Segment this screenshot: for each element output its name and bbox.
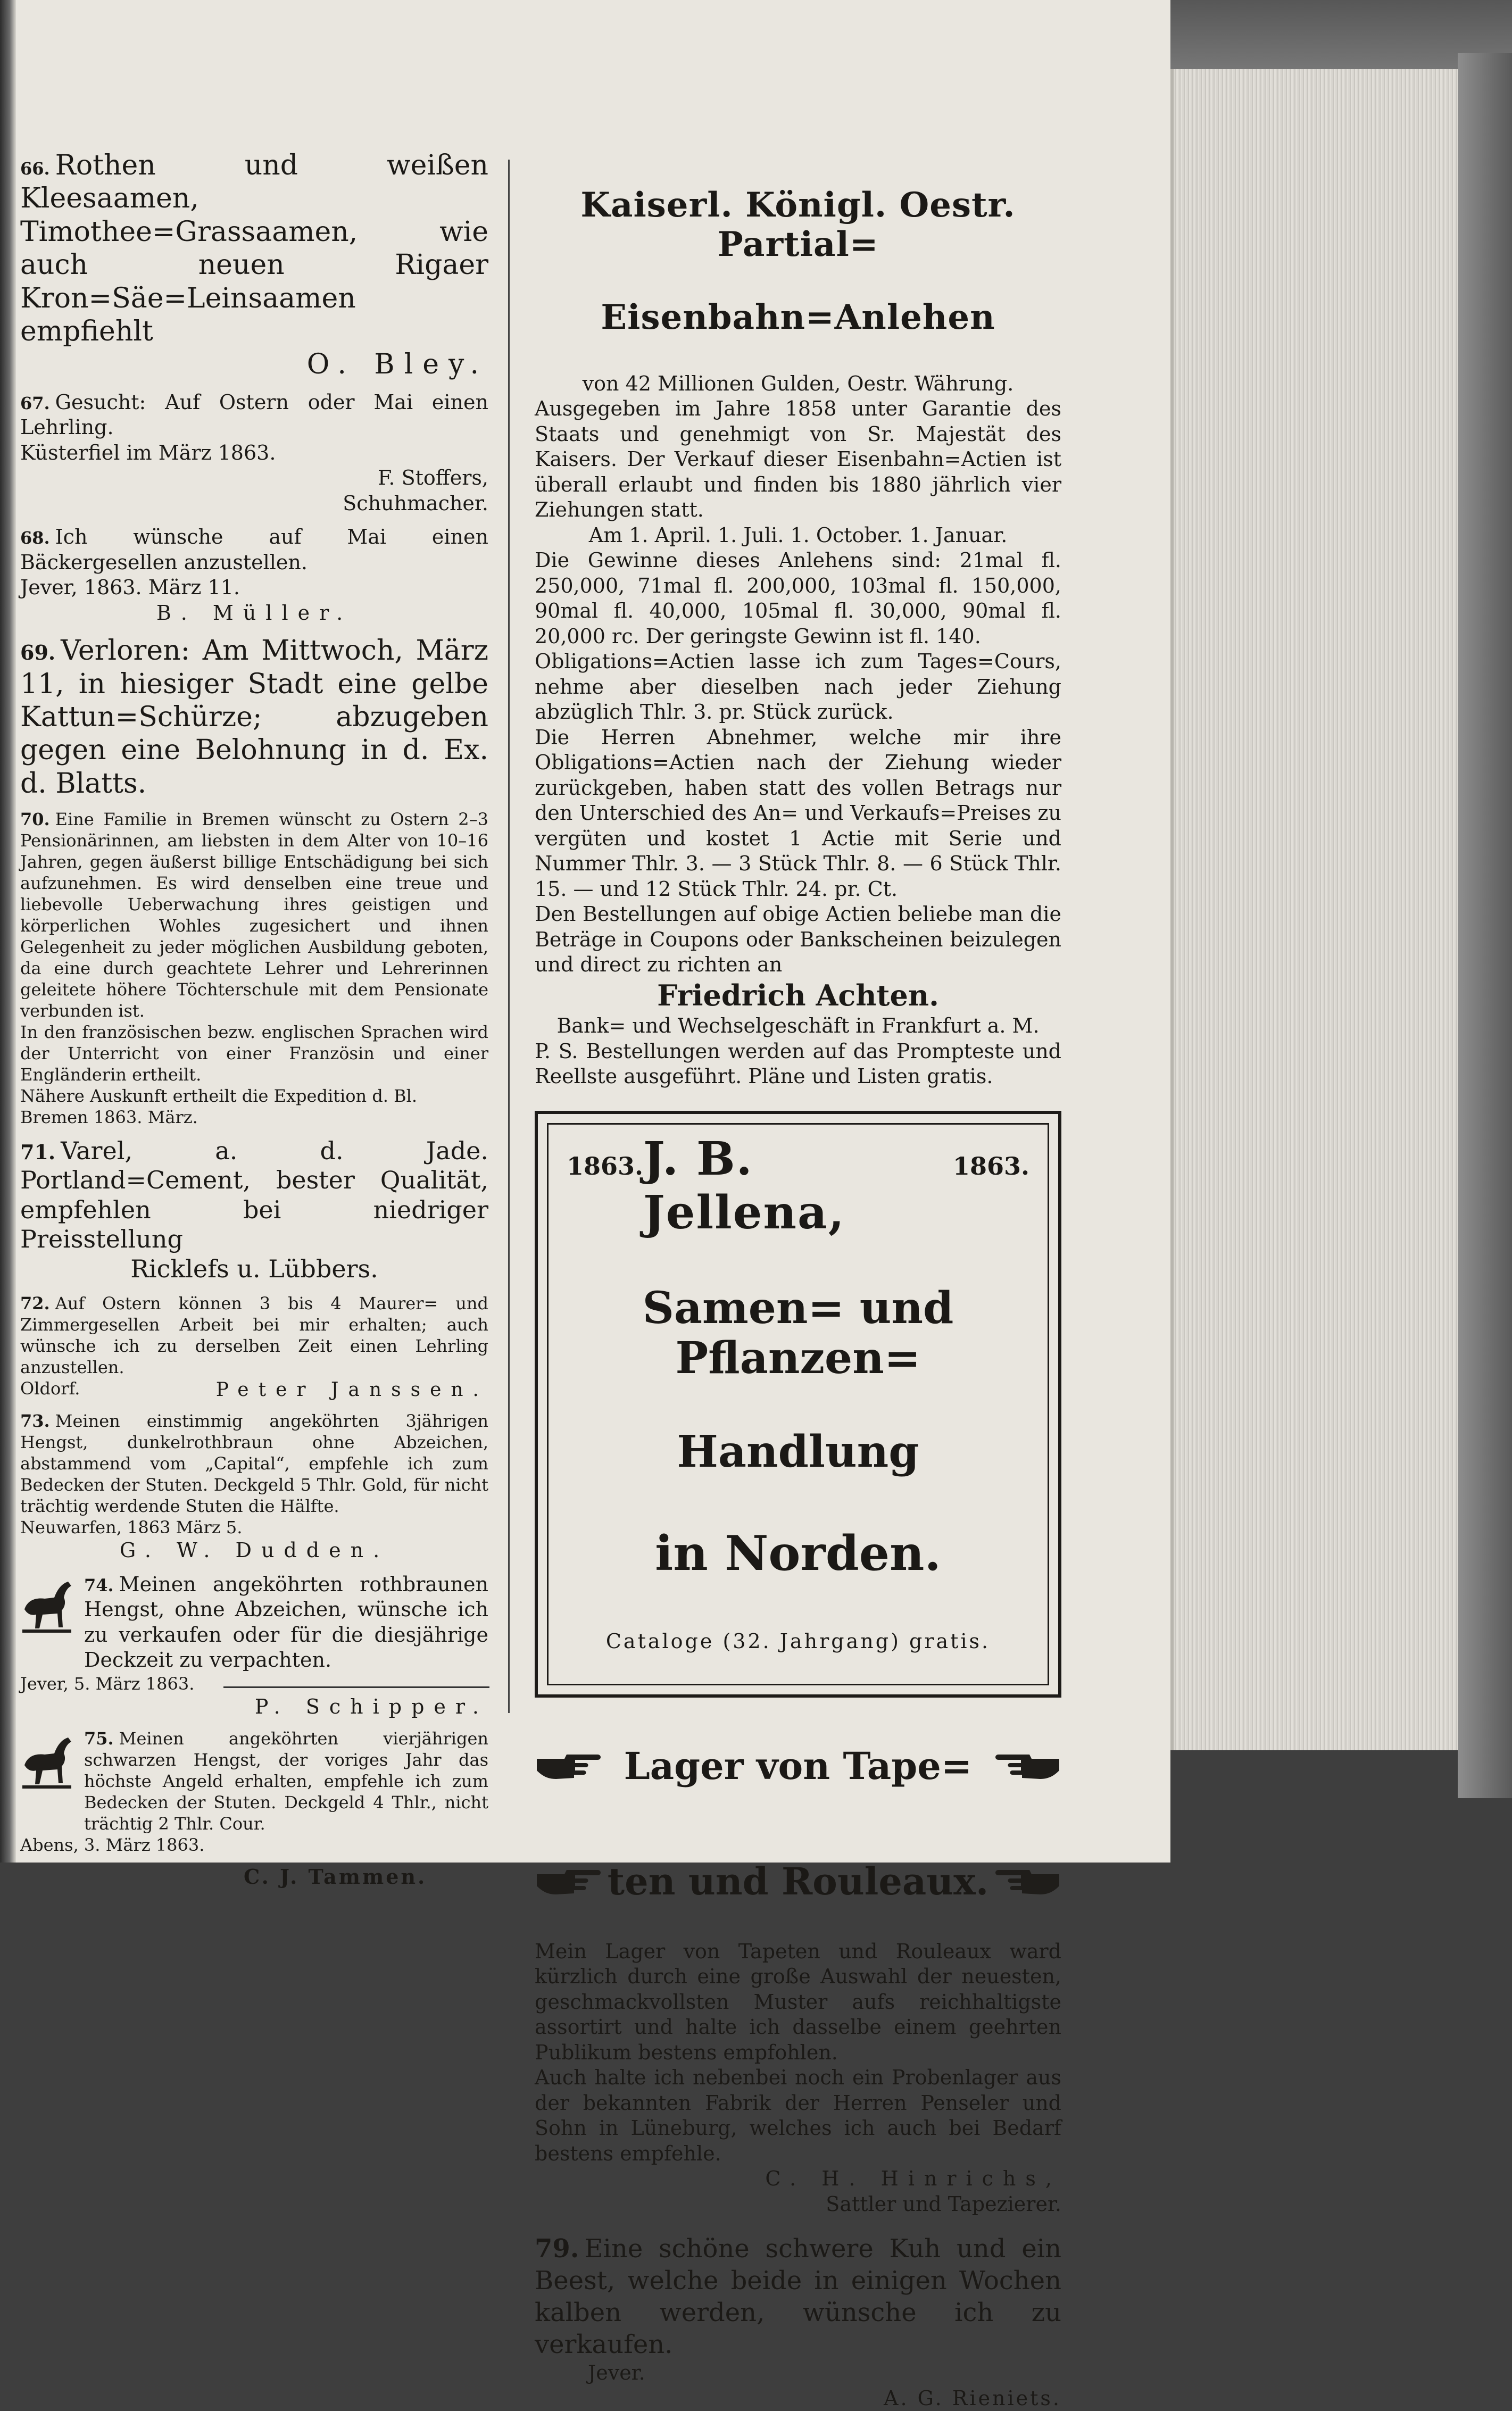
ad-title-2: Eisenbahn=Anlehen xyxy=(601,297,995,338)
ad-number: 73. xyxy=(20,1411,50,1432)
ad-paragraph: Am 1. April. 1. Juli. 1. October. 1. Januar. xyxy=(588,523,1008,547)
ad-signature-title: Schuhmacher. xyxy=(343,491,488,515)
ad-67 xyxy=(20,390,488,517)
ad-text: Meinen angeköhrten rothbraunen Hengst, ohne Abzeichen, wünsche ich zu verkaufen oder für die diesjährige Deckzeit zu verpachten. xyxy=(84,1572,488,1672)
ad-tapeten xyxy=(535,1708,1061,2217)
ad-place-date: Abens, 3. März 1863. xyxy=(20,1835,205,1856)
ad-text: Eine Familie in Bremen wünscht zu Ostern 2–3 Pensionärinnen, am liebsten in dem Alter von 10–16 Jahren, gegen äußerst billige Entschädigung bei sich aufzunehmen. Es wird denselben eine treue und liebevolle Ueberwachung ihres geistigen und körperlichen Wohles zugesichert und ihnen Gelegenheit zu jeder möglichen Ausbildung geboten, da eine durch geachtete Lehrer und Lehrerinnen geleitete höhere Töchterschule mit dem Pensionate verbunden ist. xyxy=(20,809,488,1021)
ad-place-date: Bremen 1863. März. xyxy=(20,1107,198,1128)
ad-number: 72. xyxy=(20,1293,50,1314)
ad-text: Gesucht: Auf Ostern oder Mai einen Lehrling. xyxy=(20,390,488,439)
ad-headline-2: ten und Rouleaux. xyxy=(607,1859,989,1903)
ad-number: 79. xyxy=(535,2234,579,2264)
ad-signature: O. Bley. xyxy=(306,348,488,381)
pointing-hand-icon xyxy=(992,1863,1061,1900)
pointing-hand-icon xyxy=(992,1747,1061,1784)
ad-number: 71. xyxy=(20,1140,56,1165)
ad-title: Kaiserl. Königl. Oestr. Partial= xyxy=(580,185,1016,264)
book-page-edges xyxy=(1170,69,1472,1750)
ad-signature-title: Sattler und Tapezierer. xyxy=(826,2192,1061,2216)
ad-paragraph: Mein Lager von Tapeten und Rouleaux ward kürzlich durch eine große Auswahl der neuesten, geschmackvollsten Muster aufs reichhaltigste assortirt und halte ich dasselbe einem geehrten Publikum bestens empfohlen. xyxy=(535,1939,1061,2064)
ad-firm: Bank= und Wechselgeschäft in Frankfurt a. M. xyxy=(556,1014,1040,1038)
ad-signature: P. Schipper. xyxy=(254,1694,488,1718)
ad-signature: G. W. Dudden. xyxy=(119,1539,389,1562)
pointing-hand-icon xyxy=(535,1863,604,1900)
book-cover xyxy=(1458,53,1512,1798)
horse-icon xyxy=(20,1576,73,1635)
ad-75 xyxy=(20,1728,488,1890)
ad-74 xyxy=(20,1572,488,1720)
column-divider xyxy=(508,160,510,1713)
ad-place: Oldorf. xyxy=(20,1378,80,1399)
ad-text-3: Nähere Auskunft ertheilt die Expedition d. Bl. xyxy=(20,1086,418,1107)
ad-anleihe xyxy=(535,186,1061,1090)
ad-catalog: Cataloge (32. Jahrgang) gratis. xyxy=(605,1629,991,1653)
ad-70 xyxy=(20,809,488,1128)
ad-paragraph: Den Bestellungen auf obige Actien beliebe man die Beträge in Coupons oder Bankscheinen beizulegen und direct zu richten an xyxy=(535,902,1061,977)
right-column xyxy=(535,152,1061,2410)
ad-text-2: In den französischen bezw. englischen Sprachen wird der Unterricht von einer Französin und einer Engländerin ertheilt. xyxy=(20,1022,488,1085)
ad-text: Verloren: Am Mittwoch, März 11, in hiesiger Stadt eine gelbe Kattun=Schürze; abzugeben gegen eine Belohnung in d. Ex. d. Blatts. xyxy=(20,635,488,800)
ad-signature: F. Stoffers, xyxy=(377,466,488,490)
ad-text: Ich wünsche auf Mai einen Bäckergesellen anzustellen. xyxy=(20,525,488,574)
ad-signature: B. Müller. xyxy=(156,601,353,625)
ad-place-date: Jever, 1863. März 11. xyxy=(20,576,240,600)
ad-paragraph: Obligations=Actien lasse ich zum Tages=Cours, nehme aber dieselben nach jeder Ziehung abzüglich Thlr. 3. pr. Stück zurück. xyxy=(535,650,1061,724)
ad-signature: Friedrich Achten. xyxy=(657,978,939,1012)
ad-73 xyxy=(20,1410,488,1564)
ad-72 xyxy=(20,1293,488,1402)
ad-signature: Ricklefs u. Lübbers. xyxy=(130,1254,378,1283)
pointing-hand-icon xyxy=(535,1747,604,1784)
ad-paragraph: Ausgegeben im Jahre 1858 unter Garantie des Staats und genehmigt von Sr. Majestät des Kaisers. Der Verkauf dieser Eisenbahn=Actien ist überall erlaubt und finden bis 1880 jährlich vier Ziehungen statt. xyxy=(535,397,1061,522)
ad-69 xyxy=(20,634,488,800)
ad-number: 75. xyxy=(84,1728,114,1749)
ad-number: 70. xyxy=(20,809,50,830)
ad-location: in Norden. xyxy=(655,1525,941,1582)
ad-text: Auf Ostern können 3 bis 4 Maurer= und Zimmergesellen Arbeit bei mir erhalten; auch wünsche ich zu derselben Zeit einen Lehrling anzustellen. xyxy=(20,1293,488,1378)
ad-paragraph: Auch halte ich nebenbei noch ein Probenlager aus der bekannten Fabrik der Herren Penseler und Sohn in Lüneburg, welches ich auch bei Bedarf bestens empfehle. xyxy=(535,2066,1061,2165)
signature-rule xyxy=(223,1686,489,1688)
horse-icon xyxy=(20,1732,73,1791)
ad-text: Eine schöne schwere Kuh und ein Beest, welche beide in einigen Wochen kalben werden, wünsche ich zu verkaufen. xyxy=(535,2234,1061,2360)
ad-line: Samen= und Pflanzen= xyxy=(642,1282,954,1384)
ad-66 xyxy=(20,149,488,381)
ad-place: Jever. xyxy=(588,2361,645,2385)
left-column xyxy=(20,149,488,1889)
ad-text: Meinen einstimmig angeköhrten 3jährigen Hengst, dunkelrothbraun ohne Abzeichen, abstammend vom „Capital“, empfehle ich zum Bedecken der Stuten. Deckgeld 5 Thlr. Gold, für nicht trächtig werdende Stuten die Hälfte. xyxy=(20,1411,488,1517)
firm-name: J. B. Jellena, xyxy=(643,1132,845,1240)
ad-jellena-framed xyxy=(535,1111,1061,1698)
ad-number: 67. xyxy=(20,393,50,413)
ad-number: 66. xyxy=(20,159,50,179)
ad-signature: C. J. Tammen. xyxy=(244,1865,427,1889)
year-left: 1863. xyxy=(567,1151,644,1180)
ad-signature: Peter Janssen. xyxy=(215,1379,488,1401)
ad-number: 74. xyxy=(84,1575,114,1595)
ad-subtitle: von 42 Millionen Gulden, Oestr. Währung. xyxy=(582,371,1014,395)
ad-headline: Lager von Tape= xyxy=(624,1743,973,1788)
ad-71 xyxy=(20,1136,488,1284)
ad-text: Meinen angeköhrten vierjährigen schwarzen Hengst, der voriges Jahr das höchste Angeld erhalten, empfehle ich zum Bedecken der Stuten. Deckgeld 4 Thlr., nicht trächtig 2 Thlr. Cour. xyxy=(84,1728,488,1834)
ad-postscript: P. S. Bestellungen werden auf das Prompteste und Reellste ausgeführt. Pläne und Listen gratis. xyxy=(535,1039,1061,1088)
ad-number: 69. xyxy=(20,641,56,665)
ad-signature: C. H. Hinrichs, xyxy=(765,2167,1061,2191)
ad-79 xyxy=(535,2233,1061,2411)
ad-text: Varel, a. d. Jade. Portland=Cement, bester Qualität, empfehlen bei niedriger Preisstellung xyxy=(20,1136,488,1253)
ad-text: Rothen und weißen Kleesaamen, Timothee=Grassaamen, wie auch neuen Rigaer Kron=Säe=Leinsaamen empfiehlt xyxy=(20,149,488,347)
ad-signature: A. G. Rieniets. xyxy=(884,2386,1061,2410)
ad-paragraph: Die Gewinne dieses Anlehens sind: 21mal fl. 250,000, 71mal fl. 200,000, 103mal fl. 150,000, 90mal fl. 40,000, 105mal fl. 30,000, 90mal fl. 20,000 rc. Der geringste Gewinn ist fl. 140. xyxy=(535,548,1061,648)
ad-line: Handlung xyxy=(677,1426,919,1478)
ad-68 xyxy=(20,525,488,626)
ad-paragraph: Die Herren Abnehmer, welche mir ihre Obligations=Actien nach der Ziehung wieder zurückgeben, haben statt des vollen Betrags nur den Unterschied des An= und Verkaufs=Preises zu vergüten und kostet 1 Actie mit Serie und Nummer Thlr. 3. — 3 Stück Thlr. 8. — 6 Stück Thlr. 15. — und 12 Stück Thlr. 24. pr. Ct. xyxy=(535,725,1061,901)
ad-place-date: Jever, 5. März 1863. xyxy=(20,1673,195,1694)
ad-number: 68. xyxy=(20,528,50,548)
ad-place-date: Neuwarfen, 1863 März 5. xyxy=(20,1517,243,1538)
year-right: 1863. xyxy=(952,1151,1029,1180)
ad-place-date: Küsterfiel im März 1863. xyxy=(20,440,276,464)
page-gutter xyxy=(0,0,16,1863)
